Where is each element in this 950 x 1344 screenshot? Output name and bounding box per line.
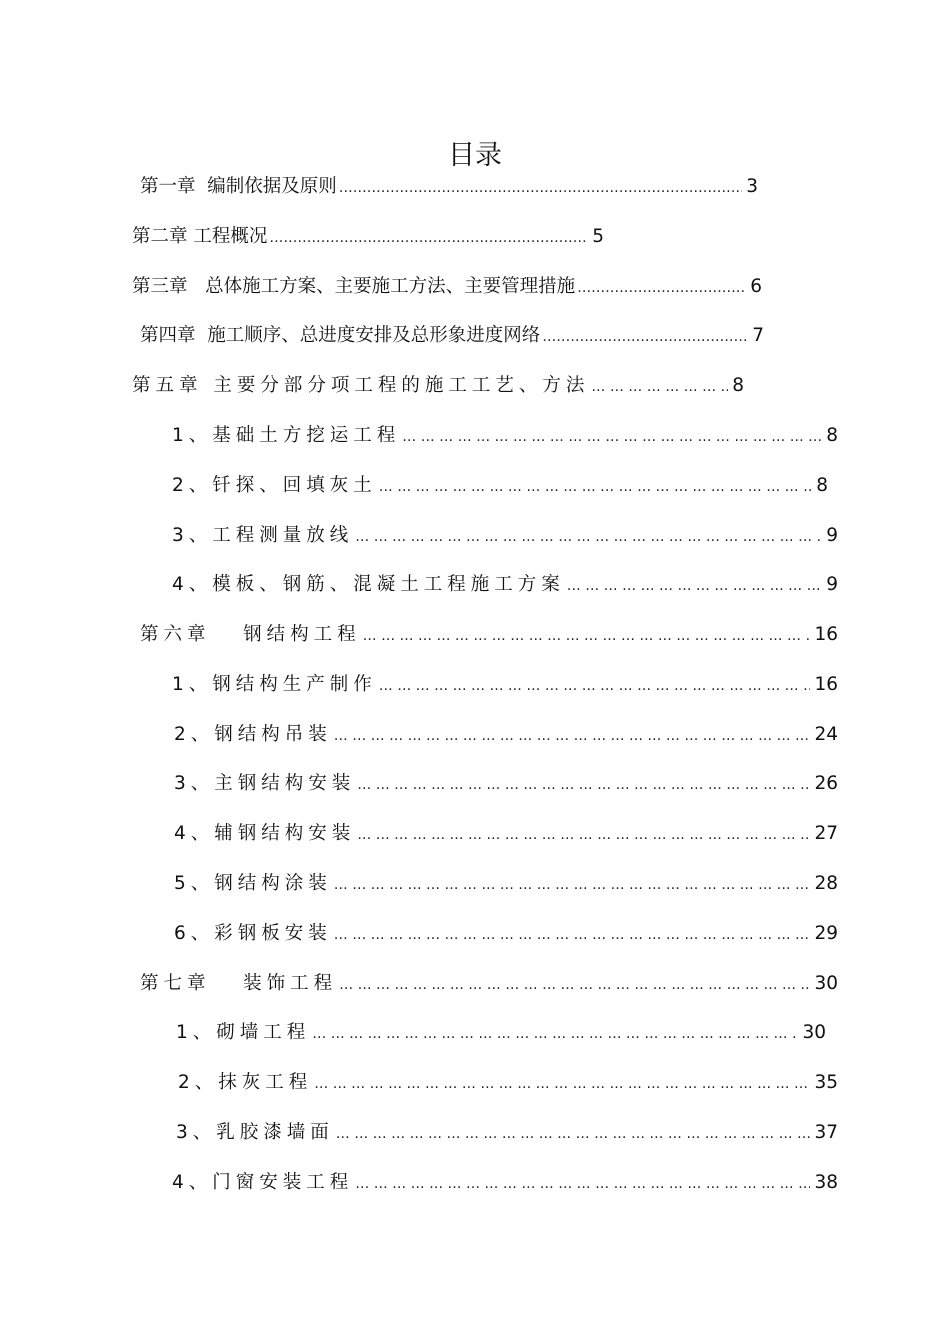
dot-leader: [334, 920, 811, 950]
toc-entry[interactable]: [174, 819, 838, 849]
dot-leader: [314, 1069, 810, 1099]
toc-entry-page: 28: [814, 873, 838, 894]
toc-entry-label: 3、主钢结构安装: [174, 773, 356, 794]
toc-entry-label: 2、钎探、回填灰土: [172, 475, 377, 496]
toc-entry-label: 4、模板、钢筋、混凝土工程施工方案: [172, 574, 565, 595]
dot-leader: [334, 870, 811, 900]
toc-entry[interactable]: [174, 869, 838, 899]
toc-entry-page: 16: [814, 624, 838, 645]
toc-entry-label: 2、抹灰工程: [178, 1072, 313, 1093]
toc-entry[interactable]: [174, 919, 838, 949]
toc-entry[interactable]: [140, 172, 758, 202]
toc-entry-label: 1、钢结构生产制作: [172, 674, 377, 695]
dot-leader: [402, 422, 822, 452]
toc-entry-label: 第一章 编制依据及原则: [140, 176, 337, 197]
toc-entry-page: 5: [592, 226, 604, 247]
toc-entry[interactable]: [172, 521, 838, 551]
toc-entry-label: 1、基础土方挖运工程: [172, 425, 401, 446]
dot-leader: [363, 621, 811, 651]
toc-entry-page: 8: [826, 425, 838, 446]
dot-leader: [334, 721, 811, 751]
toc-entry-page: 38: [814, 1172, 838, 1193]
dot-leader: [379, 472, 812, 502]
toc-entry-label: 3、工程测量放线: [172, 525, 354, 546]
toc-entry-page: 35: [814, 1072, 838, 1093]
toc-entry-label: 4、门窗安装工程: [172, 1172, 354, 1193]
dot-leader: [591, 372, 728, 402]
toc-entry-label: 第六章 钢结构工程: [140, 624, 361, 645]
toc-entry-page: 9: [826, 525, 838, 546]
dot-leader: [336, 1119, 811, 1149]
toc-entry[interactable]: [172, 1168, 838, 1198]
toc-entry[interactable]: [132, 222, 604, 252]
toc-entry-page: 9: [826, 574, 838, 595]
toc-entry[interactable]: [132, 371, 744, 401]
dot-leader: [357, 820, 810, 850]
toc-entry[interactable]: [132, 272, 762, 302]
dot-leader: [379, 671, 811, 701]
dot-leader: [339, 173, 742, 203]
toc-entry[interactable]: [172, 471, 828, 501]
dot-leader: [355, 1169, 810, 1199]
toc-entry[interactable]: [176, 1018, 826, 1048]
dot-leader: [339, 970, 810, 1000]
toc-entry-page: 16: [814, 674, 838, 695]
toc-entry-label: 第七章 装饰工程: [140, 973, 338, 994]
toc-entry[interactable]: [174, 769, 838, 799]
dot-leader: [577, 273, 746, 303]
dot-leader: [567, 571, 822, 601]
toc-entry-label: 第五章 主要分部分项工程的施工工艺、方法: [132, 375, 590, 396]
toc-entry-page: 6: [750, 276, 762, 297]
dot-leader: [542, 322, 748, 352]
toc-entry-label: 4、辅钢结构安装: [174, 823, 356, 844]
toc-entry-label: 第三章 总体施工方案、主要施工方法、主要管理措施: [132, 276, 576, 297]
toc-entry-page: 37: [814, 1122, 838, 1143]
dot-leader: [357, 770, 810, 800]
toc-entry-label: 第二章 工程概况: [132, 226, 268, 247]
toc-entry-page: 29: [814, 923, 838, 944]
toc-entry[interactable]: [174, 720, 838, 750]
toc-title: 目录: [448, 140, 502, 172]
toc-entry[interactable]: [178, 1068, 838, 1098]
toc-entry-label: 第四章 施工顺序、总进度安排及总形象进度网络: [140, 325, 541, 346]
toc-entry-label: 2、钢结构吊装: [174, 724, 332, 745]
toc-entry[interactable]: [172, 670, 838, 700]
toc-entry-page: 3: [746, 176, 758, 197]
toc-entry-page: 8: [732, 375, 744, 396]
toc-entry[interactable]: [172, 570, 838, 600]
toc-entry-label: 5、钢结构涂装: [174, 873, 332, 894]
toc-entry-page: 27: [814, 823, 838, 844]
toc-entry-page: 8: [816, 475, 828, 496]
toc-entry-page: 26: [814, 773, 838, 794]
dot-leader: [355, 522, 822, 552]
toc-entry-label: 6、彩钢板安装: [174, 923, 332, 944]
toc-entry-page: 30: [802, 1022, 826, 1043]
toc-entry-page: 7: [752, 325, 764, 346]
toc-entry-page: 30: [814, 973, 838, 994]
toc-entry-label: 1、砌墙工程: [176, 1022, 311, 1043]
toc-entry[interactable]: [140, 969, 838, 999]
toc-entry-label: 3、乳胶漆墙面: [176, 1122, 334, 1143]
toc-entry-page: 24: [814, 724, 838, 745]
toc-entry[interactable]: [140, 321, 764, 351]
toc-entry[interactable]: [172, 421, 838, 451]
toc-entry[interactable]: [140, 620, 838, 650]
toc-entry[interactable]: [176, 1118, 838, 1148]
dot-leader: [312, 1019, 798, 1049]
dot-leader: [269, 223, 588, 253]
